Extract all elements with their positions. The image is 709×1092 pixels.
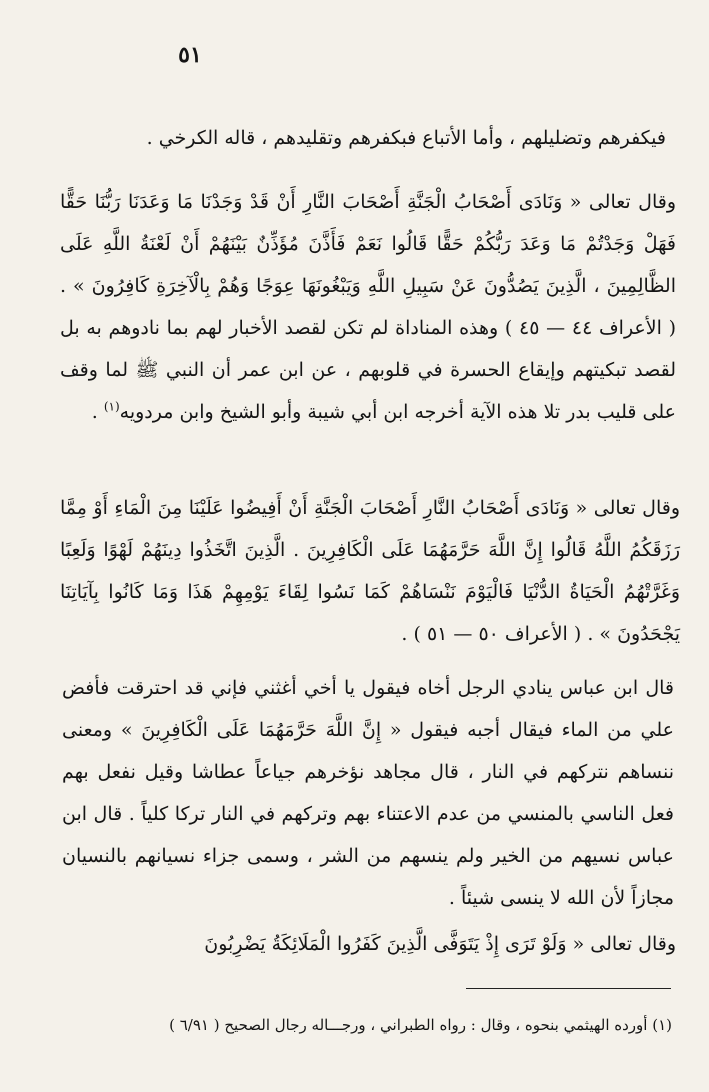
footnote-divider: [466, 988, 671, 989]
paragraph-1: فيكفرهم وتضليلهم ، وأما الأتباع فبكفرهم وتقليدهم ، قاله الكرخي .: [146, 127, 666, 149]
paragraph-4: قال ابن عباس ينادي الرجل أخاه فيقول يا أخي أغثني فإني قد احترقت فأفض علي من الماء فيقال أجبه فيقول « إِنَّ اللَّهَ حَرَّمَهُمَا عَلَى الْكَافِرِينَ » ومعنى ننساهم نتركهم في النار ، قال مجاهد نؤخرهم جياعاً عطاشا وقيل نفعل بهم فعل الناسي بالمنسي من عدم الاعتناء بهم وتركهم في النار تركا كلياً . قال ابن عباس نسيهم من الخير ولم ينسهم من الشر ، وسمى جزاء نسيانهم بالنسيان مجازاً لأن الله لا ينسى شيئاً .: [62, 677, 674, 909]
paragraph-2-text: وقال تعالى « وَنَادَى أَصْحَابُ الْجَنَّةِ أَصْحَابَ النَّارِ أَنْ قَدْ وَجَدْنَا مَا وَعَدَنَا رَبُّنَا حَقًّا فَهَلْ وَجَدْتُمْ مَا وَعَدَ رَبُّكُمْ حَقًّا قَالُوا نَعَمْ فَأَذَّنَ مُؤَذِّنٌ بَيْنَهُمْ أَنْ لَعْنَةُ اللَّهِ عَلَى الظَّالِمِينَ ، الَّذِينَ يَصُدُّونَ عَنْ سَبِيلِ اللَّهِ وَيَبْغُونَهَا عِوَجًا وَهُمْ بِالْآخِرَةِ كَافِرُونَ » . ( الأعراف ٤٤ — ٤٥ ) وهذه المناداة لم تكن لقصد الأخبار لهم بما نادوهم به بل لقصد تبكيتهم وإيقاع الحسرة في قلوبهم ، عن ابن عمر أن النبي ﷺ لما وقف على قليب بدر تلا هذه الآية أخرجه ابن أبي شيبة وأبو الشيخ وابن مردويه: [60, 191, 676, 423]
paragraph-3: وقال تعالى « وَنَادَى أَصْحَابُ النَّارِ أَصْحَابَ الْجَنَّةِ أَنْ أَفِيضُوا عَلَيْنَا مِنَ الْمَاءِ أَوْ مِمَّا رَزَقَكُمُ اللَّهُ قَالُوا إِنَّ اللَّهَ حَرَّمَهُمَا عَلَى الْكَافِرِينَ . الَّذِينَ اتَّخَذُوا دِينَهُمْ لَهْوًا وَلَعِبًا وَغَرَّتْهُمُ الْحَيَاةُ الدُّنْيَا فَالْيَوْمَ نَنْسَاهُمْ كَمَا نَسُوا لِقَاءَ يَوْمِهِمْ هَذَا وَمَا كَانُوا بِآيَاتِنَا يَجْحَدُونَ » . ( الأعراف ٥٠ — ٥١ ) .: [60, 497, 680, 645]
paragraph-5: وقال تعالى « وَلَوْ تَرَى إِذْ يَتَوَفَّى الَّذِينَ كَفَرُوا الْمَلَائِكَةُ يَضْرِبُونَ: [204, 933, 676, 955]
footnote: (١) أورده الهيثمي بنحوه ، وقال : رواه الطبراني ، ورجـــاله رجال الصحيح ( ٦/٩١ ): [169, 1016, 672, 1034]
paragraph-2: [60, 181, 676, 433]
footnote-reference[interactable]: (١): [103, 399, 120, 414]
paragraph-2-end: .: [91, 401, 104, 423]
page-number: ٥١: [178, 42, 202, 68]
